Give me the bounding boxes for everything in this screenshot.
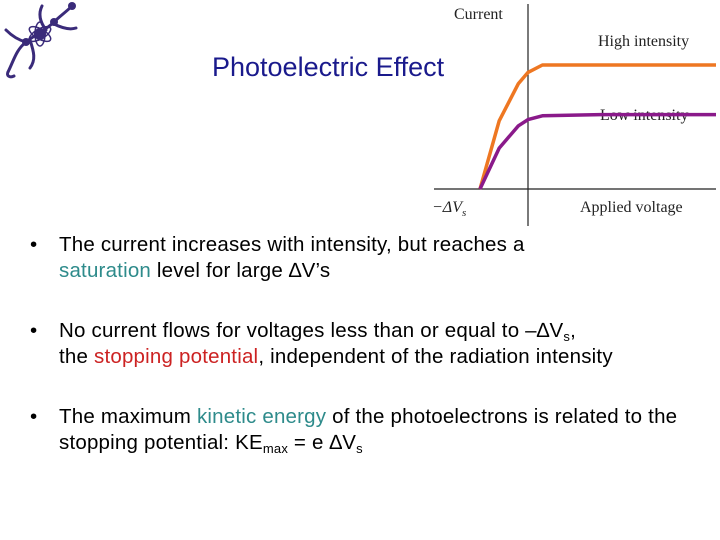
legend-high-intensity: High intensity [598, 33, 690, 50]
bullet-saturation: • The current increases with intensity, but reaches a saturation level for large ∆V’s [30, 233, 525, 282]
stopping-potential-term: stopping potential [94, 345, 259, 368]
stopping-voltage-label: $-\Delta V_s$ [432, 199, 467, 219]
photoelectric-graph [420, 0, 720, 230]
y-axis-label: Current [454, 6, 503, 23]
bullet-stopping-potential: • No current flows for voltages less than or equal to $-\Delta V_s$, the stopping potential, independent of the radiation intensity [30, 319, 613, 368]
kinetic-energy-term: kinetic energy [196, 405, 327, 428]
bullet-dot-icon: • [30, 319, 38, 342]
low-intensity-curve [480, 115, 716, 189]
bullet-dot-icon: • [30, 233, 38, 256]
bullet-list [30, 232, 710, 456]
bullet-kinetic-energy: • The maximum kinetic energy of the photoelectrons is related to the stopping potential: $KE_{max} = e$ $\Delta V_s$ [30, 405, 678, 456]
slide-title: Photoelectric Effect [212, 52, 445, 82]
saturation-term: saturation [59, 259, 152, 282]
x-axis-label: Applied voltage [580, 199, 683, 216]
bullet-dot-icon: • [30, 405, 38, 428]
legend-low-intensity: Low intensity [600, 107, 689, 124]
gecko-logo-icon [0, 0, 80, 80]
